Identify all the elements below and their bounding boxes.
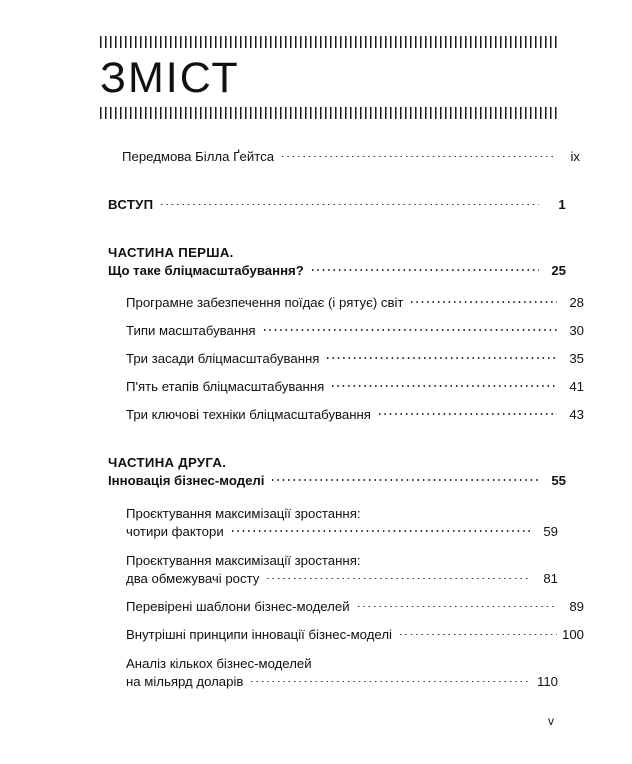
toc-entry-label-line1: Проєктування максимізації зростання: (126, 505, 361, 521)
spacer (100, 424, 558, 454)
spacer (100, 166, 558, 196)
toc-entry-label: Типи масштабування (126, 323, 256, 338)
spacer (100, 368, 558, 378)
page-folio: v (548, 714, 554, 728)
leader-dots (159, 196, 539, 209)
toc-entry-label-line2: на мільярд доларів (126, 674, 244, 690)
spacer (100, 214, 558, 244)
toc-entry-three-principles[interactable] (126, 350, 584, 368)
toc-entry-label: П'ять етапів бліцмасштабування (126, 379, 325, 394)
toc-entry-label-line2: два обмежувачі росту (126, 571, 260, 587)
leader-dots (280, 148, 553, 161)
leader-dots (330, 378, 557, 391)
toc-entry-scaling-types[interactable] (126, 322, 584, 340)
spacer (100, 280, 558, 294)
toc-entry-page: 43 (569, 407, 584, 422)
toc-entry-page: 89 (569, 599, 584, 615)
toc-entry-page: ix (570, 149, 580, 165)
toc-entry-label-line1: Аналіз кількох бізнес-моделей (126, 655, 312, 671)
toc-entry-intro[interactable] (108, 196, 566, 214)
leader-dots (398, 626, 557, 639)
toc-entry-page: 59 (543, 523, 558, 539)
toc-entry-billion-dollar-analysis[interactable] (126, 654, 558, 691)
toc-entry-page: 35 (569, 351, 584, 366)
toc-entry-page: 55 (551, 472, 566, 488)
toc-entry-label: Інновація бізнес-моделі (108, 472, 265, 488)
toc-entry-three-techniques[interactable] (126, 406, 584, 424)
leader-dots (325, 350, 557, 363)
toc-entry-page: 100 (561, 627, 584, 643)
leader-dots (409, 294, 557, 307)
spacer (100, 340, 558, 350)
toc-entry-part-two[interactable] (108, 472, 566, 490)
toc-entry-page: 28 (569, 295, 584, 310)
toc-entry-second-line (126, 570, 558, 588)
toc-part-one-label: ЧАСТИНА ПЕРША. (108, 245, 234, 260)
spacer (100, 588, 558, 598)
leader-dots (262, 322, 557, 335)
page-title: ЗМІСТ (100, 54, 240, 102)
leader-dots (356, 598, 557, 611)
toc-entry-foreword[interactable] (122, 148, 580, 166)
leader-dots (377, 406, 557, 419)
toc-entry-growth-limiters[interactable] (126, 551, 558, 588)
toc-entry-software[interactable] (126, 294, 584, 312)
toc-part-two-label: ЧАСТИНА ДРУГА. (108, 454, 227, 470)
title-block (100, 36, 558, 119)
toc-entry-label-line1: Проєктування максимізації зростання: (126, 552, 361, 568)
decorative-rule-bottom (100, 107, 558, 119)
toc-entry-label: Внутрішні принципи інновації бізнес-моделі (126, 627, 392, 643)
leader-dots (310, 262, 539, 275)
toc-entry-proven-patterns[interactable] (126, 598, 584, 616)
toc-entry-label: Перевірені шаблони бізнес-моделей (126, 599, 350, 615)
toc-entry-label: Три ключові техніки бліцмасштабування (126, 407, 371, 422)
toc-entry-page: 1 (558, 197, 566, 213)
toc-entry-growth-factors[interactable] (126, 504, 558, 541)
toc-entry-label: Що таке бліцмасштабування? (108, 263, 304, 278)
toc-entry-page: 30 (569, 323, 584, 338)
spacer (100, 616, 558, 626)
spacer (100, 490, 558, 504)
decorative-rule-top (100, 36, 558, 48)
spacer (100, 541, 558, 551)
toc-entry-part-one[interactable] (108, 262, 566, 280)
toc-entry-label: ВСТУП (108, 197, 154, 213)
toc-entry-second-line (126, 673, 558, 691)
toc-entry-page: 25 (551, 263, 566, 278)
toc-entry-page: 41 (569, 379, 584, 394)
toc-entry-second-line (126, 523, 558, 541)
toc-entry-label-line2: чотири фактори (126, 523, 224, 539)
spacer (100, 644, 558, 654)
leader-dots (230, 523, 531, 536)
toc-entry-label: Передмова Білла Ґейтса (122, 149, 275, 165)
leader-dots (249, 673, 531, 686)
toc-entry-internal-principles[interactable] (126, 626, 584, 644)
toc-entry-five-stages[interactable] (126, 378, 584, 396)
toc-entry-page: 81 (543, 571, 558, 587)
leader-dots (265, 570, 531, 583)
toc-entry-page: 110 (536, 674, 558, 690)
leader-dots (270, 472, 539, 485)
spacer (100, 396, 558, 406)
spacer (100, 312, 558, 322)
table-of-contents (100, 148, 584, 691)
toc-entry-label: Програмне забезпечення поїдає (і рятує) світ (126, 295, 404, 310)
toc-entry-label: Три засади бліцмасштабування (126, 351, 320, 366)
